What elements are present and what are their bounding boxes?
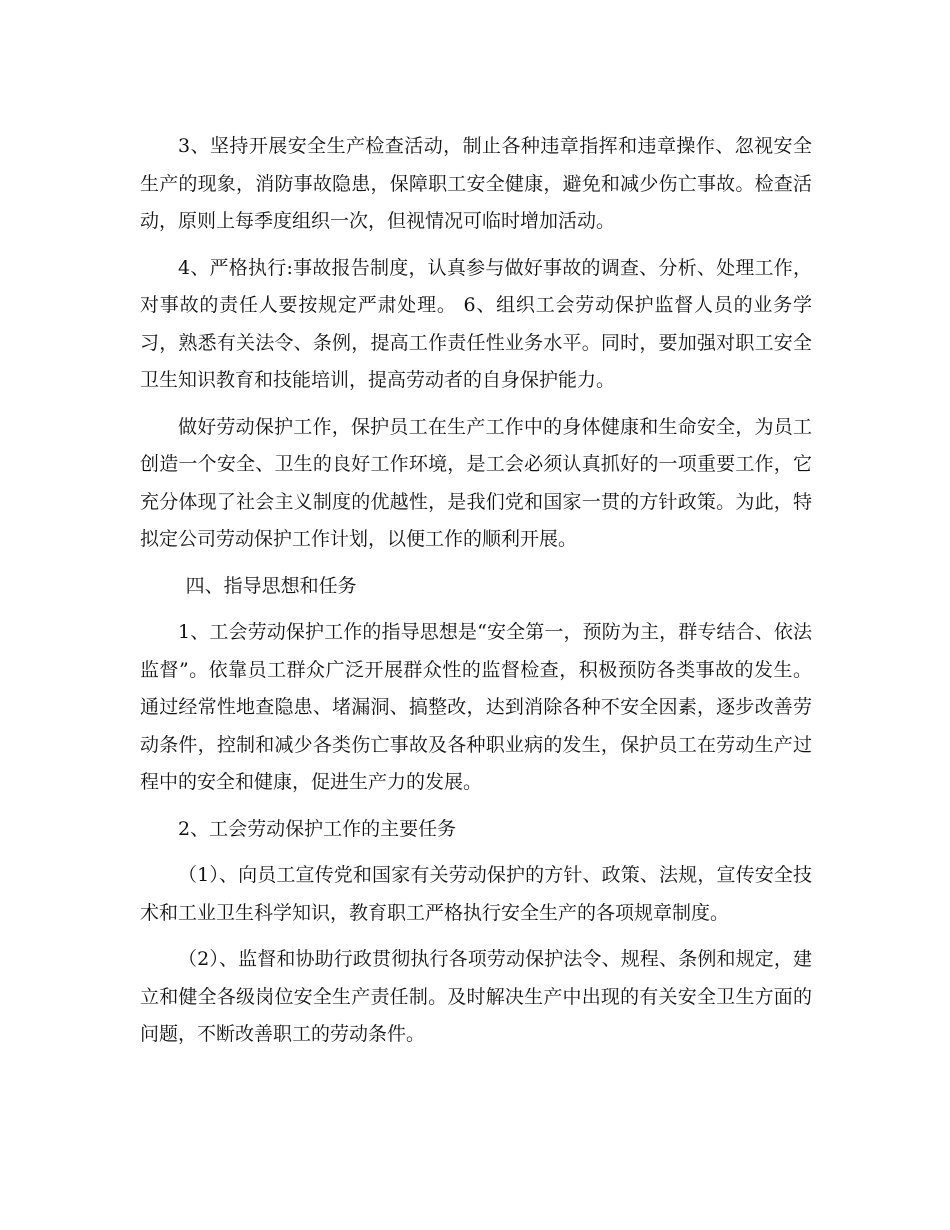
- paragraph-task-1: （1）、向员工宣传党和国家有关劳动保护的方针、政策、法规，宣传安全技术和工业卫生科学知识，教育职工严格执行安全生产的各项规章制度。: [140, 864, 812, 924]
- document-body: [140, 128, 812, 1063]
- paragraph-labor-protection-intro: 做好劳动保护工作，保护员工在生产工作中的身体健康和生命安全，为员工创造一个安全、卫生的良好工作环境，是工会必须认真抓好的一项重要工作，它充分体现了社会主义制度的优越性，是我们党和国家一贯的方针政策。为此，特拟定公司劳动保护工作计划，以便工作的顺利开展。: [140, 415, 812, 550]
- section-heading-guiding-ideology: 四、指导思想和任务: [185, 574, 357, 597]
- paragraph-guiding-ideology: 1、工会劳动保护工作的指导思想是“安全第一，预防为主，群专结合、依法监督”。依靠员工群众广泛开展群众性的监督检查，积极预防各类事故的发生。通过经常性地查隐患、堵漏洞、搞整改，达到消除各种不安全因素，逐步改善劳动条件，控制和减少各类伤亡事故及各种职业病的发生，保护员工在劳动生产过程中的安全和健康，促进生产力的发展。: [140, 621, 812, 793]
- paragraph-safety-inspection: 3、坚持开展安全生产检查活动，制止各种违章指挥和违章操作、忽视安全生产的现象，消防事故隐患，保障职工安全健康，避免和减少伤亡事故。检查活动，原则上每季度组织一次，但视情况可临时增加活动。: [140, 135, 812, 232]
- paragraph-accident-reporting: 4、严格执行:事故报告制度，认真参与做好事故的调查、分析、处理工作，对事故的责任人要按规定严肃处理。 6、组织工会劳动保护监督人员的业务学习，熟悉有关法令、条例，提高工作责任性业务水平。同时，要加强对职工安全卫生知识教育和技能培训，提高劳动者的自身保护能力。: [140, 256, 812, 391]
- paragraph-main-tasks-title: 2、工会劳动保护工作的主要任务: [178, 817, 457, 840]
- paragraph-task-2: （2）、监督和协助行政贯彻执行各项劳动保护法令、规程、条例和规定，建立和健全各级岗位安全生产责任制。及时解决生产中出现的有关安全卫生方面的问题，不断改善职工的劳动条件。: [140, 948, 812, 1045]
